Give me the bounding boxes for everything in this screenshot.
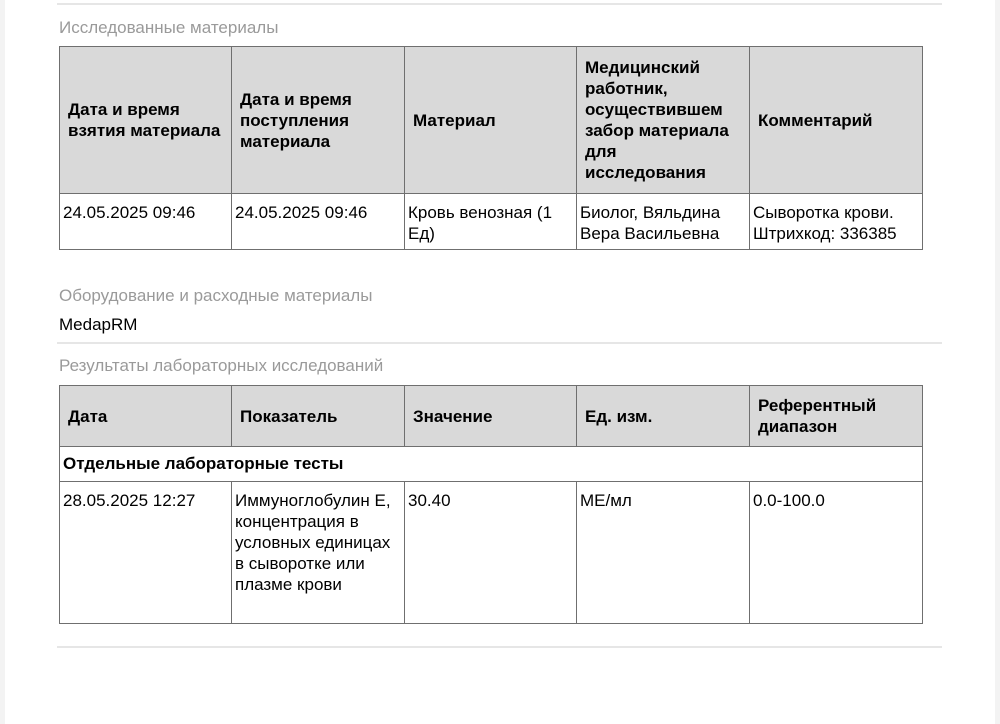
results-cell-value: 30.40 [405, 482, 577, 624]
materials-cell-worker: Биолог, Вяльдина Вера Васильевна [577, 194, 750, 250]
materials-header-worker: Медицинский работник, осуществившем забор материала для исследования [577, 47, 750, 194]
materials-cell-comment: Сыворотка крови. Штрихкод: 336385 [750, 194, 923, 250]
section-title-materials: Исследованные материалы [59, 18, 279, 37]
materials-cell-collected: 24.05.2025 09:46 [60, 194, 232, 250]
materials-table [59, 46, 923, 250]
page-frame-right [995, 0, 1000, 724]
table-row [60, 194, 923, 250]
results-group-row [60, 447, 923, 482]
equipment-value: MedapRM [59, 315, 138, 334]
section-title-results: Результаты лабораторных исследований [59, 356, 384, 375]
results-header-unit: Ед. изм. [577, 386, 750, 447]
results-header-row [60, 386, 923, 447]
materials-cell-material: Кровь венозная (1 Ед) [405, 194, 577, 250]
section-title-equipment: Оборудование и расходные материалы [59, 286, 373, 305]
materials-header-received: Дата и время поступления материала [232, 47, 405, 194]
results-cell-indicator: Иммуноглобулин E, концентрация в условных единицах в сыворотке или плазме крови [232, 482, 405, 624]
materials-header-collected: Дата и время взятия материала [60, 47, 232, 194]
results-table [59, 385, 923, 624]
results-cell-date: 28.05.2025 12:27 [60, 482, 232, 624]
divider-top [57, 3, 942, 5]
divider-bottom [57, 646, 942, 648]
results-header-date: Дата [60, 386, 232, 447]
materials-header-comment: Комментарий [750, 47, 923, 194]
table-row [60, 482, 923, 624]
results-header-reference: Референтный диапазон [750, 386, 923, 447]
results-cell-unit: МЕ/мл [577, 482, 750, 624]
materials-header-material: Материал [405, 47, 577, 194]
results-header-value: Значение [405, 386, 577, 447]
results-cell-reference: 0.0-100.0 [750, 482, 923, 624]
results-group-label: Отдельные лабораторные тесты [60, 447, 923, 482]
materials-cell-received: 24.05.2025 09:46 [232, 194, 405, 250]
materials-header-row [60, 47, 923, 194]
page-frame-left [0, 0, 5, 724]
results-header-indicator: Показатель [232, 386, 405, 447]
divider-middle [57, 342, 942, 344]
